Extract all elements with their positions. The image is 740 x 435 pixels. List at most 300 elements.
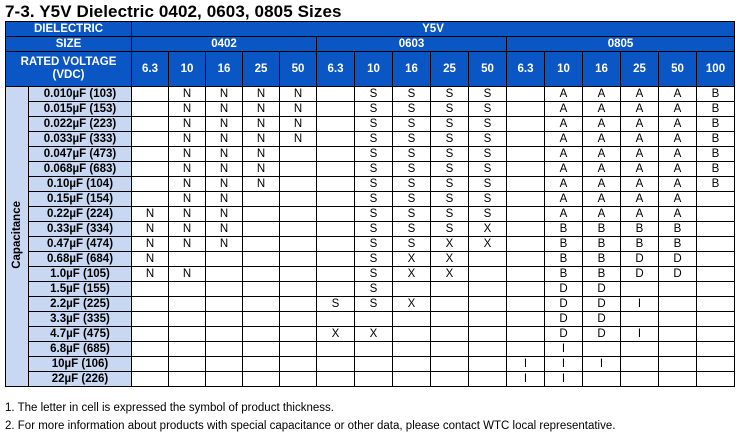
table-cell: S — [355, 297, 393, 312]
table-cell — [317, 372, 355, 387]
table-cell: N — [243, 87, 280, 102]
table-row — [6, 207, 735, 222]
table-cell — [169, 252, 206, 267]
table-cell — [317, 192, 355, 207]
table-cell — [355, 372, 393, 387]
table-cell: N — [169, 87, 206, 102]
table-cell: B — [545, 252, 583, 267]
table-cell: B — [697, 117, 735, 132]
table-cell — [206, 297, 243, 312]
table-cell — [243, 372, 280, 387]
table-cell: S — [355, 222, 393, 237]
table-cell — [393, 357, 431, 372]
table-cell — [317, 147, 355, 162]
voltage-header: 10 — [545, 52, 583, 87]
table-cell — [507, 267, 545, 282]
table-cell: A — [545, 162, 583, 177]
capacitance-value: 4.7µF (475) — [29, 327, 132, 342]
table-cell: N — [206, 147, 243, 162]
table-cell — [206, 312, 243, 327]
table-cell: B — [697, 147, 735, 162]
table-cell — [169, 312, 206, 327]
table-cell: N — [169, 132, 206, 147]
table-cell: A — [659, 87, 697, 102]
table-cell — [280, 312, 317, 327]
table-cell: A — [621, 132, 659, 147]
table-cell: S — [431, 147, 469, 162]
table-cell: D — [621, 252, 659, 267]
table-cell — [280, 177, 317, 192]
table-cell: A — [545, 147, 583, 162]
table-cell: B — [545, 237, 583, 252]
table-cell: B — [583, 267, 621, 282]
table-cell — [697, 282, 735, 297]
table-cell: S — [393, 132, 431, 147]
table-cell — [507, 297, 545, 312]
table-cell — [431, 372, 469, 387]
table-cell — [507, 342, 545, 357]
table-cell: A — [545, 192, 583, 207]
table-row — [6, 132, 735, 147]
table-cell: N — [206, 162, 243, 177]
size-0603: 0603 — [317, 37, 507, 52]
table-cell: A — [545, 117, 583, 132]
table-cell: D — [583, 327, 621, 342]
table-cell: N — [169, 192, 206, 207]
table-cell — [132, 357, 169, 372]
table-cell: X — [393, 267, 431, 282]
table-cell: S — [469, 147, 507, 162]
table-cell: N — [280, 117, 317, 132]
table-cell: S — [431, 102, 469, 117]
table-cell — [317, 342, 355, 357]
table-cell: S — [431, 162, 469, 177]
table-cell: N — [243, 177, 280, 192]
table-cell — [431, 327, 469, 342]
table-cell — [280, 327, 317, 342]
table-row — [6, 147, 735, 162]
table-cell: S — [431, 192, 469, 207]
table-cell — [317, 117, 355, 132]
table-cell — [507, 222, 545, 237]
table-cell: N — [206, 117, 243, 132]
table-cell: N — [206, 192, 243, 207]
table-cell — [317, 237, 355, 252]
table-cell: S — [431, 117, 469, 132]
table-cell — [697, 297, 735, 312]
table-cell: B — [697, 102, 735, 117]
table-cell — [206, 327, 243, 342]
spec-table — [5, 21, 735, 387]
capacitance-value: 1.5µF (155) — [29, 282, 132, 297]
table-cell — [697, 267, 735, 282]
table-cell: B — [621, 237, 659, 252]
table-cell: S — [355, 282, 393, 297]
table-cell — [169, 282, 206, 297]
table-cell — [132, 147, 169, 162]
rated-voltage-line2: (VDC) — [52, 69, 85, 81]
table-cell: I — [507, 357, 545, 372]
table-cell: X — [431, 267, 469, 282]
table-cell: S — [393, 162, 431, 177]
table-cell: N — [169, 177, 206, 192]
table-cell: S — [355, 147, 393, 162]
table-cell — [169, 372, 206, 387]
table-cell: B — [545, 222, 583, 237]
table-cell — [206, 372, 243, 387]
table-cell: S — [393, 87, 431, 102]
table-cell: N — [206, 237, 243, 252]
table-cell: N — [169, 207, 206, 222]
table-cell: S — [469, 192, 507, 207]
table-cell: A — [659, 102, 697, 117]
table-cell — [132, 282, 169, 297]
table-cell — [507, 162, 545, 177]
table-cell: B — [583, 237, 621, 252]
table-cell — [621, 357, 659, 372]
table-cell: N — [280, 87, 317, 102]
table-row — [6, 117, 735, 132]
table-cell: A — [621, 177, 659, 192]
table-cell — [507, 327, 545, 342]
table-cell: N — [169, 222, 206, 237]
table-cell — [507, 102, 545, 117]
table-cell: I — [621, 327, 659, 342]
table-cell: A — [545, 132, 583, 147]
table-cell: N — [243, 102, 280, 117]
table-cell: B — [583, 252, 621, 267]
table-cell — [280, 267, 317, 282]
table-cell: N — [243, 132, 280, 147]
table-cell — [243, 312, 280, 327]
table-cell: A — [659, 192, 697, 207]
table-cell — [280, 222, 317, 237]
table-cell — [280, 357, 317, 372]
dielectric-row — [6, 22, 735, 37]
table-cell: N — [169, 147, 206, 162]
table-row — [6, 252, 735, 267]
voltage-header: 6.3 — [507, 52, 545, 87]
table-cell: A — [583, 102, 621, 117]
table-row — [6, 282, 735, 297]
table-cell: B — [583, 222, 621, 237]
table-cell — [132, 342, 169, 357]
table-cell — [317, 162, 355, 177]
table-cell: N — [206, 177, 243, 192]
table-cell — [317, 267, 355, 282]
table-cell — [206, 357, 243, 372]
table-cell — [469, 342, 507, 357]
table-cell: S — [355, 162, 393, 177]
table-cell — [507, 147, 545, 162]
table-cell: N — [132, 267, 169, 282]
table-cell — [243, 252, 280, 267]
table-cell: A — [545, 207, 583, 222]
table-cell — [169, 342, 206, 357]
table-row — [6, 327, 735, 342]
dielectric-value: Y5V — [132, 22, 735, 37]
table-cell: N — [169, 162, 206, 177]
capacitance-value: 10µF (106) — [29, 357, 132, 372]
table-cell — [507, 117, 545, 132]
table-cell: S — [469, 102, 507, 117]
table-cell: A — [583, 87, 621, 102]
table-cell: A — [659, 117, 697, 132]
table-body — [6, 87, 735, 387]
size-0805: 0805 — [507, 37, 735, 52]
table-cell: N — [206, 207, 243, 222]
table-cell — [243, 327, 280, 342]
table-cell: I — [545, 372, 583, 387]
table-row — [6, 222, 735, 237]
table-row — [6, 372, 735, 387]
table-cell — [469, 372, 507, 387]
table-cell — [659, 372, 697, 387]
table-cell: D — [583, 282, 621, 297]
table-cell: N — [206, 222, 243, 237]
table-cell: S — [355, 132, 393, 147]
table-cell — [243, 222, 280, 237]
table-cell: B — [659, 237, 697, 252]
table-cell: S — [393, 147, 431, 162]
capacitance-value: 1.0µF (105) — [29, 267, 132, 282]
table-cell — [132, 297, 169, 312]
table-cell: N — [280, 132, 317, 147]
table-cell: A — [621, 87, 659, 102]
table-cell: S — [469, 132, 507, 147]
table-cell — [469, 267, 507, 282]
table-cell: N — [132, 207, 169, 222]
table-cell: A — [659, 177, 697, 192]
table-cell: S — [393, 222, 431, 237]
table-cell — [317, 177, 355, 192]
table-cell: A — [659, 147, 697, 162]
table-cell: A — [621, 162, 659, 177]
table-cell — [280, 282, 317, 297]
table-cell: X — [431, 237, 469, 252]
table-cell: S — [469, 177, 507, 192]
table-cell: A — [545, 177, 583, 192]
table-cell — [280, 342, 317, 357]
table-cell — [469, 312, 507, 327]
table-cell: S — [355, 252, 393, 267]
table-cell — [280, 372, 317, 387]
dielectric-label: DIELECTRIC — [6, 22, 132, 37]
table-cell: A — [583, 132, 621, 147]
table-cell: S — [355, 207, 393, 222]
table-cell — [243, 357, 280, 372]
table-cell: S — [469, 207, 507, 222]
table-cell: S — [393, 207, 431, 222]
table-cell — [243, 297, 280, 312]
table-cell: X — [469, 237, 507, 252]
table-cell — [431, 357, 469, 372]
table-cell: D — [583, 297, 621, 312]
capacitance-value: 0.22µF (224) — [29, 207, 132, 222]
table-cell: B — [621, 222, 659, 237]
table-cell: I — [545, 342, 583, 357]
table-cell: S — [431, 132, 469, 147]
rated-voltage-label — [6, 52, 132, 87]
table-cell — [132, 162, 169, 177]
table-cell — [659, 297, 697, 312]
capacitance-label-text: Capacitance — [11, 201, 23, 269]
table-cell: D — [659, 252, 697, 267]
capacitance-value: 6.8µF (685) — [29, 342, 132, 357]
table-cell: B — [697, 177, 735, 192]
table-cell — [659, 312, 697, 327]
table-cell: B — [545, 267, 583, 282]
table-cell: S — [317, 297, 355, 312]
voltage-header: 6.3 — [317, 52, 355, 87]
table-cell: A — [621, 147, 659, 162]
table-cell: B — [659, 222, 697, 237]
table-cell — [317, 207, 355, 222]
table-cell: A — [621, 102, 659, 117]
table-cell: A — [621, 192, 659, 207]
capacitance-axis-label — [6, 87, 29, 387]
table-cell: A — [545, 87, 583, 102]
table-cell — [393, 372, 431, 387]
table-cell: B — [697, 162, 735, 177]
table-row — [6, 342, 735, 357]
table-cell — [243, 207, 280, 222]
table-cell: N — [206, 87, 243, 102]
table-cell: N — [243, 117, 280, 132]
table-cell — [583, 372, 621, 387]
table-row — [6, 237, 735, 252]
table-cell: N — [132, 222, 169, 237]
capacitance-value: 0.033µF (333) — [29, 132, 132, 147]
voltage-header: 25 — [431, 52, 469, 87]
table-cell — [697, 222, 735, 237]
table-cell — [132, 192, 169, 207]
table-cell: X — [393, 297, 431, 312]
voltage-row — [6, 52, 735, 87]
table-cell — [206, 267, 243, 282]
table-cell: N — [169, 117, 206, 132]
table-cell: A — [659, 207, 697, 222]
table-cell: X — [317, 327, 355, 342]
table-cell: D — [659, 267, 697, 282]
table-cell: S — [355, 237, 393, 252]
capacitance-value: 0.68µF (684) — [29, 252, 132, 267]
table-cell: A — [583, 147, 621, 162]
table-cell: S — [355, 267, 393, 282]
table-cell — [317, 357, 355, 372]
table-cell — [697, 237, 735, 252]
table-cell: N — [243, 162, 280, 177]
table-cell: S — [469, 162, 507, 177]
table-cell — [132, 117, 169, 132]
table-cell — [280, 192, 317, 207]
table-cell — [469, 297, 507, 312]
table-cell: N — [206, 132, 243, 147]
table-cell — [317, 282, 355, 297]
table-cell — [317, 312, 355, 327]
table-cell — [280, 162, 317, 177]
table-cell — [697, 192, 735, 207]
table-cell: S — [469, 117, 507, 132]
table-cell — [697, 207, 735, 222]
table-cell — [431, 342, 469, 357]
voltage-header: 25 — [621, 52, 659, 87]
table-cell: N — [169, 237, 206, 252]
table-cell — [697, 342, 735, 357]
table-cell — [280, 297, 317, 312]
table-cell: A — [659, 162, 697, 177]
capacitance-value: 22µF (226) — [29, 372, 132, 387]
table-cell — [621, 372, 659, 387]
table-cell: X — [393, 252, 431, 267]
table-cell: I — [583, 357, 621, 372]
capacitance-value: 0.047µF (473) — [29, 147, 132, 162]
table-cell: N — [132, 252, 169, 267]
table-cell: D — [545, 282, 583, 297]
table-cell — [132, 132, 169, 147]
table-cell — [621, 282, 659, 297]
table-cell — [431, 297, 469, 312]
table-cell — [317, 222, 355, 237]
table-cell — [243, 282, 280, 297]
table-cell — [393, 342, 431, 357]
capacitance-value: 0.015µF (153) — [29, 102, 132, 117]
table-row — [6, 192, 735, 207]
table-cell — [659, 327, 697, 342]
table-cell: S — [431, 177, 469, 192]
table-cell — [280, 147, 317, 162]
table-cell: S — [431, 222, 469, 237]
table-cell: D — [545, 327, 583, 342]
table-row — [6, 267, 735, 282]
voltage-header: 50 — [659, 52, 697, 87]
table-cell: A — [545, 102, 583, 117]
table-cell — [697, 252, 735, 267]
table-cell — [507, 312, 545, 327]
table-cell — [507, 132, 545, 147]
table-cell: A — [659, 132, 697, 147]
table-cell — [431, 312, 469, 327]
table-cell — [659, 282, 697, 297]
voltage-header: 16 — [393, 52, 431, 87]
table-cell — [431, 282, 469, 297]
table-cell: A — [621, 207, 659, 222]
table-cell: S — [469, 87, 507, 102]
table-cell — [507, 282, 545, 297]
table-cell — [469, 282, 507, 297]
voltage-header: 16 — [583, 52, 621, 87]
notes — [5, 399, 615, 435]
table-cell: S — [355, 177, 393, 192]
table-cell — [317, 102, 355, 117]
table-cell: D — [621, 267, 659, 282]
table-cell: S — [393, 117, 431, 132]
table-cell: S — [393, 192, 431, 207]
table-cell: S — [393, 102, 431, 117]
table-cell — [469, 357, 507, 372]
table-cell: A — [583, 207, 621, 222]
table-row — [6, 357, 735, 372]
capacitance-value: 0.33µF (334) — [29, 222, 132, 237]
table-cell: D — [545, 297, 583, 312]
table-cell: B — [697, 132, 735, 147]
table-cell — [169, 357, 206, 372]
table-cell — [317, 87, 355, 102]
table-cell: D — [583, 312, 621, 327]
table-cell: I — [507, 372, 545, 387]
table-cell — [280, 252, 317, 267]
table-cell — [132, 102, 169, 117]
